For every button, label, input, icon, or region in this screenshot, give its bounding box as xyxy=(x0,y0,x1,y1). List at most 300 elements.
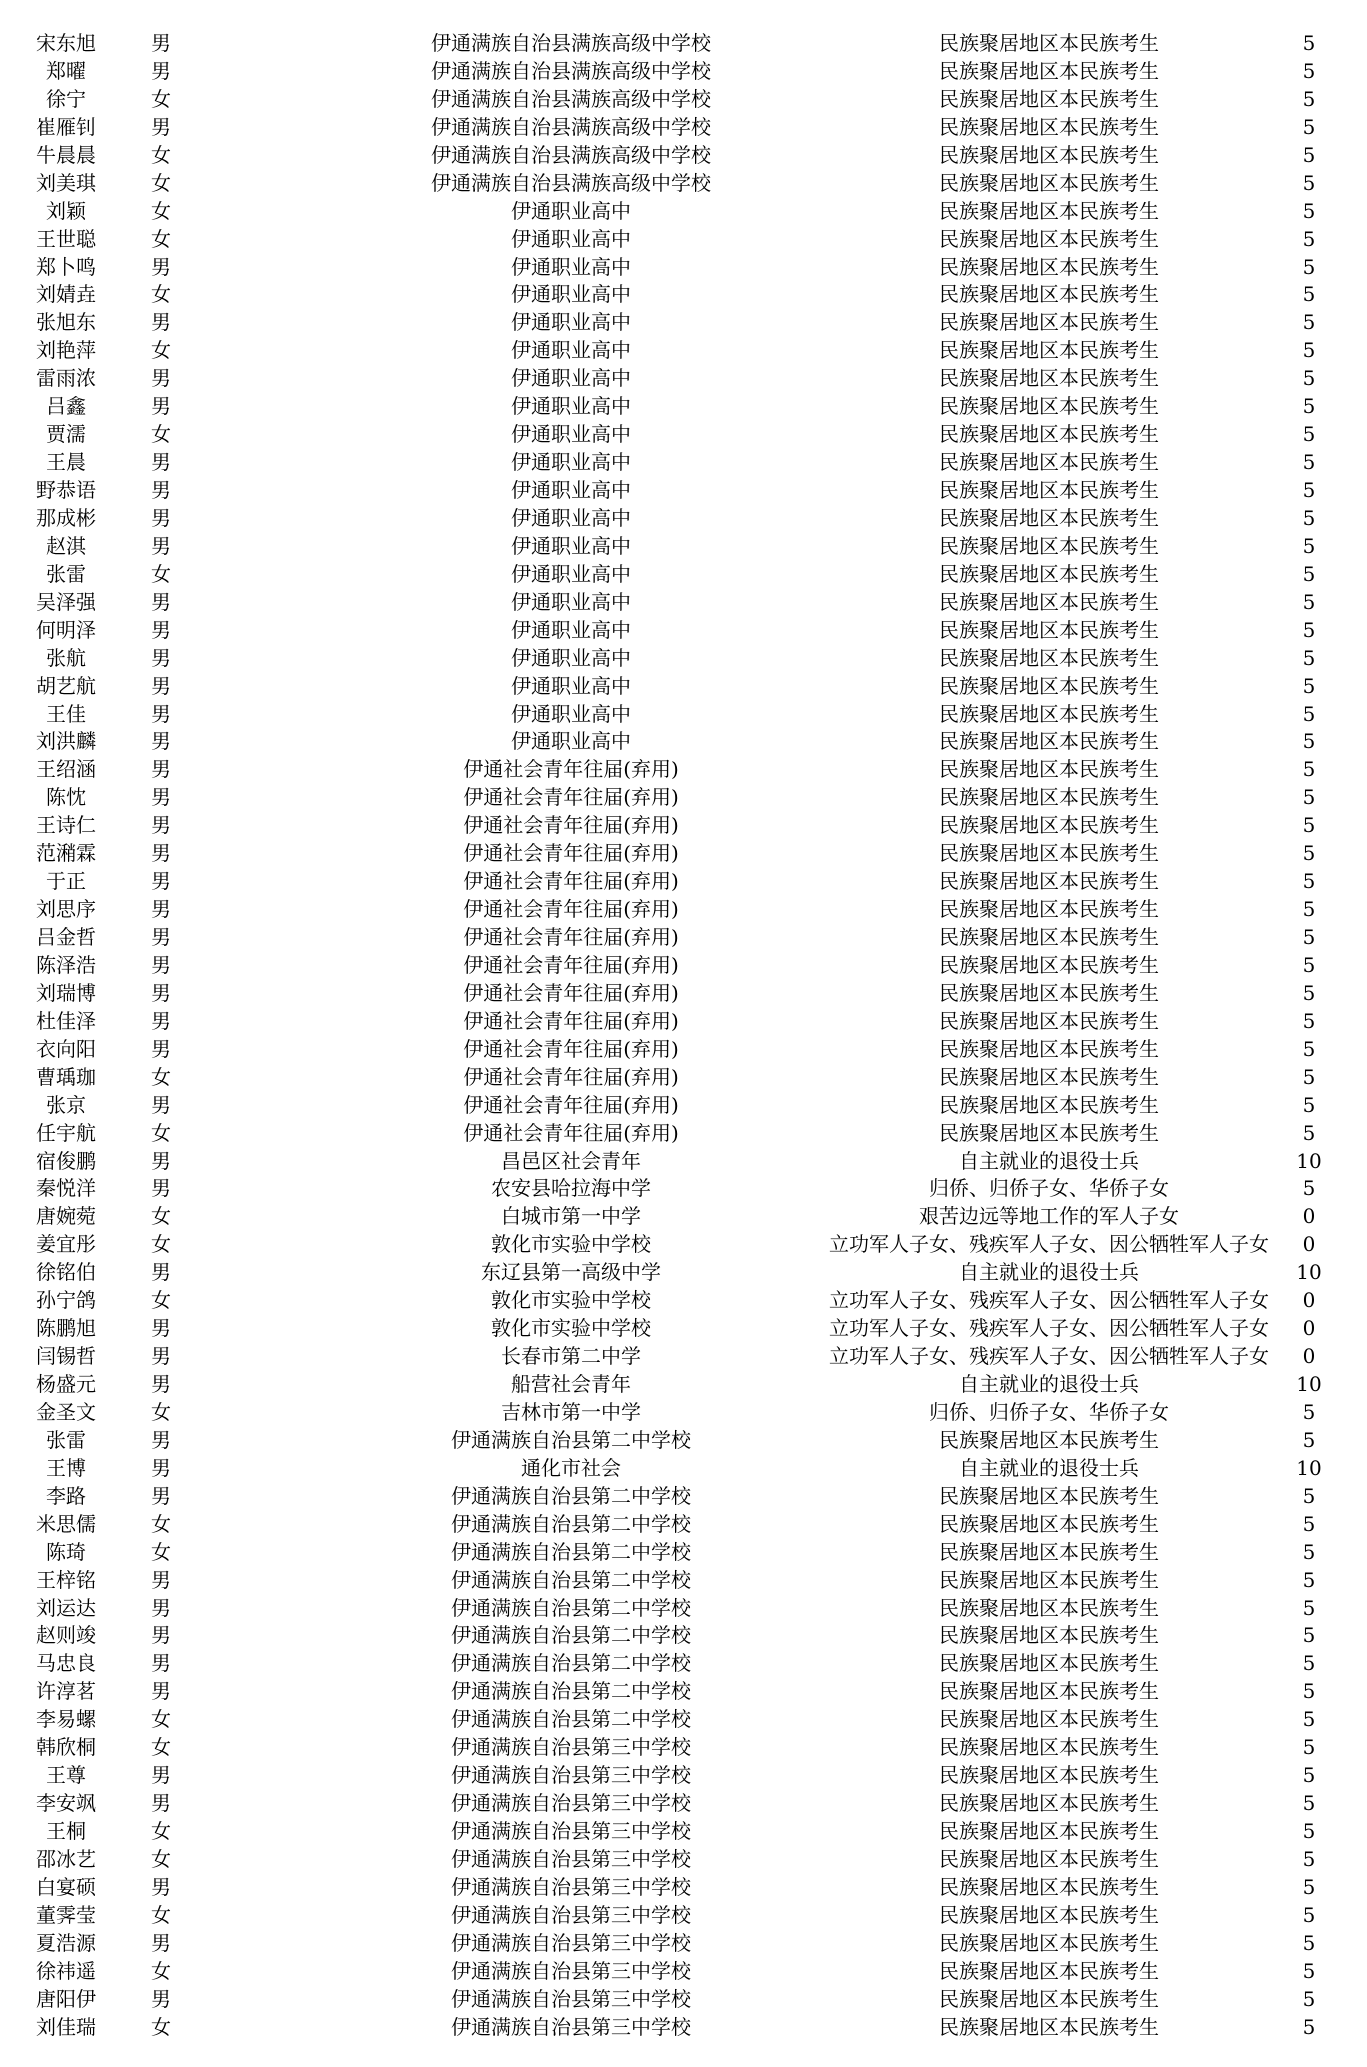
bonus-category: 民族聚居地区本民族考生 xyxy=(939,1902,1159,1927)
bonus-category: 民族聚居地区本民族考生 xyxy=(939,561,1159,586)
table-row xyxy=(0,1287,1367,1315)
student-school: 伊通满族自治县第三中学校 xyxy=(451,2014,691,2039)
student-school: 伊通职业高中 xyxy=(511,478,631,502)
student-school: 伊通社会青年往届(弃用) xyxy=(463,980,679,1005)
bonus-points: 5 xyxy=(1302,757,1316,782)
bonus-category: 民族聚居地区本民族考生 xyxy=(939,450,1159,475)
table-row xyxy=(0,952,1367,980)
student-gender: 男 xyxy=(151,1651,171,1676)
table-row xyxy=(0,1650,1367,1678)
bonus-category: 自主就业的退役士兵 xyxy=(959,1372,1139,1396)
student-gender: 男 xyxy=(151,1930,171,1955)
student-name: 徐祎遥 xyxy=(36,1958,96,1983)
bonus-points: 5 xyxy=(1302,1064,1316,1089)
student-gender: 男 xyxy=(151,533,171,558)
student-name: 吴泽强 xyxy=(36,589,96,614)
bonus-points: 0 xyxy=(1302,1344,1316,1369)
student-name: 崔雁钊 xyxy=(36,114,96,139)
student-school: 伊通职业高中 xyxy=(511,533,631,558)
student-gender: 女 xyxy=(151,1902,171,1927)
bonus-category: 自主就业的退役士兵 xyxy=(959,1260,1139,1285)
student-name: 白宴硕 xyxy=(36,1874,96,1899)
student-name: 张旭东 xyxy=(36,310,96,335)
student-school: 伊通社会青年往届(弃用) xyxy=(463,1120,679,1145)
student-gender: 女 xyxy=(151,198,171,223)
table-row xyxy=(0,1762,1367,1790)
bonus-category: 民族聚居地区本民族考生 xyxy=(939,980,1159,1005)
student-school: 伊通社会青年往届(弃用) xyxy=(463,925,679,949)
bonus-category: 民族聚居地区本民族考生 xyxy=(939,1651,1159,1676)
bonus-points: 5 xyxy=(1302,841,1316,866)
bonus-category: 民族聚居地区本民族考生 xyxy=(939,1930,1159,1955)
table-row xyxy=(0,1622,1367,1650)
student-name: 王绍涵 xyxy=(36,757,96,782)
student-school: 伊通社会青年往届(弃用) xyxy=(463,897,679,922)
table-row xyxy=(0,309,1367,337)
table-row xyxy=(0,784,1367,812)
student-name: 陈鹏旭 xyxy=(36,1316,96,1341)
bonus-points: 5 xyxy=(1302,366,1316,391)
student-gender: 男 xyxy=(151,673,171,698)
student-name: 陈琦 xyxy=(46,1539,86,1564)
student-name: 姜宜彤 xyxy=(36,1232,96,1257)
table-row xyxy=(0,114,1367,142)
student-name: 曹瑀珈 xyxy=(36,1064,96,1089)
bonus-category: 民族聚居地区本民族考生 xyxy=(939,366,1159,391)
table-row xyxy=(0,449,1367,477)
bonus-category: 民族聚居地区本民族考生 xyxy=(939,1567,1159,1592)
student-gender: 男 xyxy=(151,1679,171,1704)
student-school: 伊通职业高中 xyxy=(511,310,631,335)
table-row xyxy=(0,142,1367,170)
table-row xyxy=(0,86,1367,114)
student-gender: 男 xyxy=(151,1874,171,1899)
student-gender: 女 xyxy=(151,1819,171,1843)
table-row xyxy=(0,1231,1367,1259)
student-name: 王桐 xyxy=(46,1819,86,1843)
student-name: 贾濡 xyxy=(46,422,86,447)
bonus-points: 5 xyxy=(1302,1036,1316,1061)
bonus-category: 艰苦边远等地工作的军人子女 xyxy=(919,1204,1179,1229)
bonus-points: 5 xyxy=(1302,478,1316,502)
bonus-category: 民族聚居地区本民族考生 xyxy=(939,1679,1159,1704)
bonus-category: 民族聚居地区本民族考生 xyxy=(939,1092,1159,1117)
student-name: 米思儒 xyxy=(36,1511,96,1536)
student-name: 赵淇 xyxy=(46,533,86,558)
student-school: 伊通职业高中 xyxy=(511,589,631,614)
student-gender: 女 xyxy=(151,561,171,586)
bonus-points: 5 xyxy=(1302,925,1316,949)
bonus-category: 民族聚居地区本民族考生 xyxy=(939,1763,1159,1788)
student-school: 伊通职业高中 xyxy=(511,198,631,223)
student-school: 伊通职业高中 xyxy=(511,422,631,447)
student-school: 伊通社会青年往届(弃用) xyxy=(463,841,679,866)
student-school: 伊通满族自治县第二中学校 xyxy=(451,1511,691,1536)
student-gender: 女 xyxy=(151,1707,171,1732)
student-gender: 男 xyxy=(151,394,171,419)
student-name: 刘艳萍 xyxy=(36,338,96,363)
bonus-category: 民族聚居地区本民族考生 xyxy=(939,1511,1159,1536)
bonus-points: 5 xyxy=(1302,422,1316,447)
student-name: 牛晨晨 xyxy=(36,142,96,167)
student-gender: 女 xyxy=(151,2014,171,2039)
student-name: 王博 xyxy=(46,1455,86,1480)
student-school: 伊通满族自治县第二中学校 xyxy=(451,1483,691,1508)
bonus-category: 民族聚居地区本民族考生 xyxy=(939,1819,1159,1843)
student-gender: 男 xyxy=(151,1791,171,1816)
bonus-category: 民族聚居地区本民族考生 xyxy=(939,114,1159,139)
table-row xyxy=(0,1427,1367,1455)
student-school: 伊通满族自治县第二中学校 xyxy=(451,1651,691,1676)
bonus-points: 5 xyxy=(1302,1399,1316,1424)
student-gender: 男 xyxy=(151,254,171,279)
bonus-category: 民族聚居地区本民族考生 xyxy=(939,1483,1159,1508)
student-name: 张雷 xyxy=(46,561,86,586)
student-name: 董霁莹 xyxy=(36,1902,96,1927)
student-school: 伊通职业高中 xyxy=(511,505,631,530)
student-gender: 女 xyxy=(151,1399,171,1424)
student-gender: 女 xyxy=(151,1288,171,1313)
student-gender: 男 xyxy=(151,1763,171,1788)
bonus-category: 民族聚居地区本民族考生 xyxy=(939,897,1159,922)
student-gender: 女 xyxy=(151,1511,171,1536)
bonus-category: 民族聚居地区本民族考生 xyxy=(939,142,1159,167)
table-row xyxy=(0,365,1367,393)
bonus-category: 民族聚居地区本民族考生 xyxy=(939,841,1159,866)
student-school: 伊通满族自治县第三中学校 xyxy=(451,1735,691,1760)
table-row xyxy=(0,617,1367,645)
table-row xyxy=(0,2014,1367,2042)
student-name: 任宇航 xyxy=(36,1120,96,1145)
student-name: 马忠良 xyxy=(36,1651,96,1676)
bonus-points: 5 xyxy=(1302,1735,1316,1760)
table-row xyxy=(0,533,1367,561)
bonus-category: 民族聚居地区本民族考生 xyxy=(939,729,1159,754)
table-row xyxy=(0,505,1367,533)
bonus-points: 5 xyxy=(1302,1763,1316,1788)
bonus-points: 5 xyxy=(1302,226,1316,251)
student-school: 伊通满族自治县满族高级中学校 xyxy=(431,31,711,55)
student-gender: 男 xyxy=(151,114,171,139)
bonus-points: 5 xyxy=(1302,1427,1316,1452)
student-name: 刘瑞博 xyxy=(36,980,96,1005)
bonus-category: 民族聚居地区本民族考生 xyxy=(939,869,1159,894)
student-school: 吉林市第一中学 xyxy=(501,1399,641,1424)
bonus-category: 民族聚居地区本民族考生 xyxy=(939,673,1159,698)
student-school: 伊通满族自治县第三中学校 xyxy=(451,1874,691,1899)
table-row xyxy=(0,1483,1367,1511)
student-name: 王晨 xyxy=(46,450,86,475)
student-name: 陈泽浩 xyxy=(36,952,96,977)
student-school: 伊通满族自治县第三中学校 xyxy=(451,1791,691,1816)
table-row xyxy=(0,1902,1367,1930)
student-school: 伊通职业高中 xyxy=(511,701,631,726)
student-school: 敦化市实验中学校 xyxy=(491,1288,651,1313)
student-school: 伊通社会青年往届(弃用) xyxy=(463,813,679,838)
student-school: 伊通职业高中 xyxy=(511,226,631,251)
table-row xyxy=(0,1818,1367,1846)
bonus-points: 5 xyxy=(1302,1511,1316,1536)
bonus-points: 5 xyxy=(1302,1120,1316,1145)
bonus-points: 5 xyxy=(1302,589,1316,614)
bonus-points: 0 xyxy=(1302,1204,1316,1229)
table-row xyxy=(0,226,1367,254)
student-school: 伊通满族自治县第二中学校 xyxy=(451,1539,691,1564)
bonus-category: 立功军人子女、残疾军人子女、因公牺牲军人子女 xyxy=(829,1232,1269,1257)
student-school: 伊通满族自治县第三中学校 xyxy=(451,1958,691,1983)
bonus-points: 5 xyxy=(1302,533,1316,558)
bonus-category: 民族聚居地区本民族考生 xyxy=(939,757,1159,782)
student-school: 伊通社会青年往届(弃用) xyxy=(463,1008,679,1033)
bonus-category: 民族聚居地区本民族考生 xyxy=(939,1064,1159,1089)
bonus-points: 5 xyxy=(1302,1651,1316,1676)
bonus-points: 5 xyxy=(1302,813,1316,838)
student-gender: 男 xyxy=(151,897,171,922)
student-gender: 男 xyxy=(151,1427,171,1452)
student-name: 刘婧垚 xyxy=(36,282,96,307)
student-name: 秦悦洋 xyxy=(36,1176,96,1201)
bonus-points: 5 xyxy=(1302,1483,1316,1508)
student-gender: 男 xyxy=(151,1148,171,1173)
student-name: 刘思序 xyxy=(36,897,96,922)
student-school: 伊通满族自治县第三中学校 xyxy=(451,1763,691,1788)
student-gender: 女 xyxy=(151,170,171,195)
student-gender: 男 xyxy=(151,1483,171,1508)
bonus-points: 5 xyxy=(1302,673,1316,698)
bonus-points: 5 xyxy=(1302,1707,1316,1732)
student-school: 伊通社会青年往届(弃用) xyxy=(463,1036,679,1061)
student-gender: 男 xyxy=(151,952,171,977)
bonus-points: 5 xyxy=(1302,897,1316,922)
student-gender: 男 xyxy=(151,1008,171,1033)
student-gender: 男 xyxy=(151,813,171,838)
bonus-points: 5 xyxy=(1302,505,1316,530)
table-row xyxy=(0,1259,1367,1287)
bonus-category: 归侨、归侨子女、华侨子女 xyxy=(929,1176,1169,1201)
student-gender: 男 xyxy=(151,366,171,391)
bonus-category: 民族聚居地区本民族考生 xyxy=(939,1707,1159,1732)
student-gender: 男 xyxy=(151,1455,171,1480)
bonus-category: 民族聚居地区本民族考生 xyxy=(939,31,1159,55)
bonus-points: 5 xyxy=(1302,1958,1316,1983)
bonus-points: 5 xyxy=(1302,1846,1316,1871)
student-gender: 男 xyxy=(151,1986,171,2011)
student-gender: 男 xyxy=(151,478,171,502)
student-name: 张航 xyxy=(46,645,86,670)
bonus-points: 5 xyxy=(1302,1623,1316,1648)
bonus-points: 5 xyxy=(1302,58,1316,83)
student-school: 东辽县第一高级中学 xyxy=(481,1260,661,1285)
bonus-points: 5 xyxy=(1302,31,1316,55)
student-gender: 女 xyxy=(151,1120,171,1145)
bonus-category: 民族聚居地区本民族考生 xyxy=(939,198,1159,223)
bonus-category: 立功军人子女、残疾军人子女、因公牺牲军人子女 xyxy=(829,1316,1269,1341)
student-name: 于正 xyxy=(46,869,86,894)
student-school: 伊通满族自治县满族高级中学校 xyxy=(431,86,711,111)
bonus-category: 民族聚居地区本民族考生 xyxy=(939,478,1159,502)
table-row xyxy=(0,1567,1367,1595)
table-row xyxy=(0,30,1367,58)
table-row xyxy=(0,254,1367,282)
bonus-points: 5 xyxy=(1302,1595,1316,1620)
student-school: 伊通满族自治县第三中学校 xyxy=(451,1930,691,1955)
bonus-points: 5 xyxy=(1302,114,1316,139)
student-school: 船营社会青年 xyxy=(511,1372,631,1396)
student-school: 伊通职业高中 xyxy=(511,561,631,586)
student-gender: 男 xyxy=(151,1595,171,1620)
student-name: 王梓铭 xyxy=(36,1567,96,1592)
student-gender: 女 xyxy=(151,1204,171,1229)
bonus-points: 5 xyxy=(1302,86,1316,111)
student-school: 白城市第一中学 xyxy=(501,1204,641,1229)
student-name: 金圣文 xyxy=(36,1399,96,1424)
table-row xyxy=(0,337,1367,365)
bonus-points: 5 xyxy=(1302,1539,1316,1564)
bonus-points: 5 xyxy=(1302,170,1316,195)
student-gender: 男 xyxy=(151,450,171,475)
bonus-points: 10 xyxy=(1296,1260,1322,1285)
table-row xyxy=(0,812,1367,840)
student-name: 郑卜鸣 xyxy=(36,254,96,279)
bonus-category: 民族聚居地区本民族考生 xyxy=(939,1958,1159,1983)
table-row xyxy=(0,1874,1367,1902)
bonus-category: 民族聚居地区本民族考生 xyxy=(939,170,1159,195)
bonus-category: 民族聚居地区本民族考生 xyxy=(939,952,1159,977)
bonus-points: 5 xyxy=(1302,450,1316,475)
bonus-category: 民族聚居地区本民族考生 xyxy=(939,533,1159,558)
table-row xyxy=(0,1203,1367,1231)
student-name: 张京 xyxy=(46,1092,86,1117)
table-row xyxy=(0,1595,1367,1623)
student-school: 伊通职业高中 xyxy=(511,366,631,391)
student-name: 许淳茗 xyxy=(36,1679,96,1704)
table-row xyxy=(0,1455,1367,1483)
student-gender: 男 xyxy=(151,1623,171,1648)
student-name: 刘洪麟 xyxy=(36,729,96,754)
bonus-points: 5 xyxy=(1302,1008,1316,1033)
student-school: 伊通满族自治县第三中学校 xyxy=(451,1846,691,1871)
student-school: 伊通职业高中 xyxy=(511,254,631,279)
bonus-points: 5 xyxy=(1302,254,1316,279)
student-school: 伊通职业高中 xyxy=(511,617,631,642)
bonus-points: 5 xyxy=(1302,310,1316,335)
student-name: 徐铭伯 xyxy=(36,1260,96,1285)
student-school: 敦化市实验中学校 xyxy=(491,1232,651,1257)
table-row xyxy=(0,1930,1367,1958)
student-school: 伊通满族自治县第二中学校 xyxy=(451,1595,691,1620)
student-name: 孙宁鸽 xyxy=(36,1288,96,1313)
bonus-points: 0 xyxy=(1302,1316,1316,1341)
student-school: 伊通社会青年往届(弃用) xyxy=(463,952,679,977)
student-gender: 男 xyxy=(151,729,171,754)
table-row xyxy=(0,1539,1367,1567)
table-row xyxy=(0,980,1367,1008)
bonus-category: 民族聚居地区本民族考生 xyxy=(939,1791,1159,1816)
student-gender: 男 xyxy=(151,31,171,55)
student-school: 伊通职业高中 xyxy=(511,450,631,475)
bonus-category: 民族聚居地区本民族考生 xyxy=(939,1008,1159,1033)
table-row xyxy=(0,1036,1367,1064)
table-row xyxy=(0,1315,1367,1343)
bonus-category: 民族聚居地区本民族考生 xyxy=(939,617,1159,642)
student-gender: 男 xyxy=(151,1316,171,1341)
bonus-points: 10 xyxy=(1296,1148,1322,1173)
bonus-points: 5 xyxy=(1302,1930,1316,1955)
student-school: 伊通社会青年往届(弃用) xyxy=(463,1064,679,1089)
student-gender: 男 xyxy=(151,757,171,782)
student-school: 伊通满族自治县第二中学校 xyxy=(451,1623,691,1648)
bonus-points: 5 xyxy=(1302,1819,1316,1843)
table-row xyxy=(0,728,1367,756)
student-school: 伊通满族自治县第二中学校 xyxy=(451,1427,691,1452)
student-name: 何明泽 xyxy=(36,617,96,642)
student-name: 韩欣桐 xyxy=(36,1735,96,1760)
table-row xyxy=(0,645,1367,673)
student-gender: 女 xyxy=(151,1846,171,1871)
student-gender: 女 xyxy=(151,422,171,447)
roster-table xyxy=(0,30,1367,2042)
bonus-category: 民族聚居地区本民族考生 xyxy=(939,282,1159,307)
table-row xyxy=(0,1008,1367,1036)
student-gender: 男 xyxy=(151,869,171,894)
bonus-category: 民族聚居地区本民族考生 xyxy=(939,1539,1159,1564)
student-name: 徐宁 xyxy=(46,86,86,111)
student-gender: 男 xyxy=(151,841,171,866)
table-row xyxy=(0,477,1367,505)
student-name: 杜佳泽 xyxy=(36,1008,96,1033)
student-school: 伊通社会青年往届(弃用) xyxy=(463,757,679,782)
table-row xyxy=(0,1064,1367,1092)
table-row xyxy=(0,1790,1367,1818)
bonus-points: 5 xyxy=(1302,282,1316,307)
bonus-points: 5 xyxy=(1302,1567,1316,1592)
student-gender: 男 xyxy=(151,1344,171,1369)
table-row xyxy=(0,1371,1367,1399)
bonus-points: 5 xyxy=(1302,869,1316,894)
student-school: 伊通满族自治县满族高级中学校 xyxy=(431,58,711,83)
student-name: 王佳 xyxy=(46,701,86,726)
bonus-category: 民族聚居地区本民族考生 xyxy=(939,2014,1159,2039)
student-gender: 男 xyxy=(151,1260,171,1285)
student-gender: 女 xyxy=(151,1958,171,1983)
student-name: 刘颖 xyxy=(46,198,86,223)
table-row xyxy=(0,1343,1367,1371)
student-gender: 男 xyxy=(151,1372,171,1396)
bonus-category: 民族聚居地区本民族考生 xyxy=(939,1595,1159,1620)
bonus-category: 立功军人子女、残疾军人子女、因公牺牲军人子女 xyxy=(829,1344,1269,1369)
bonus-category: 民族聚居地区本民族考生 xyxy=(939,1036,1159,1061)
bonus-category: 民族聚居地区本民族考生 xyxy=(939,925,1159,949)
bonus-category: 民族聚居地区本民族考生 xyxy=(939,645,1159,670)
student-school: 长春市第二中学 xyxy=(501,1344,641,1369)
bonus-points: 5 xyxy=(1302,1791,1316,1816)
table-row xyxy=(0,1399,1367,1427)
student-school: 伊通满族自治县满族高级中学校 xyxy=(431,170,711,195)
bonus-category: 民族聚居地区本民族考生 xyxy=(939,701,1159,726)
student-gender: 男 xyxy=(151,1092,171,1117)
student-school: 伊通职业高中 xyxy=(511,394,631,419)
student-school: 伊通职业高中 xyxy=(511,673,631,698)
student-name: 唐婉菀 xyxy=(36,1204,96,1229)
student-school: 伊通社会青年往届(弃用) xyxy=(463,1092,679,1117)
student-name: 王世聪 xyxy=(36,226,96,251)
student-gender: 男 xyxy=(151,58,171,83)
student-school: 伊通职业高中 xyxy=(511,282,631,307)
bonus-points: 5 xyxy=(1302,394,1316,419)
table-row xyxy=(0,1120,1367,1148)
student-name: 胡艺航 xyxy=(36,673,96,698)
student-school: 伊通满族自治县满族高级中学校 xyxy=(431,142,711,167)
